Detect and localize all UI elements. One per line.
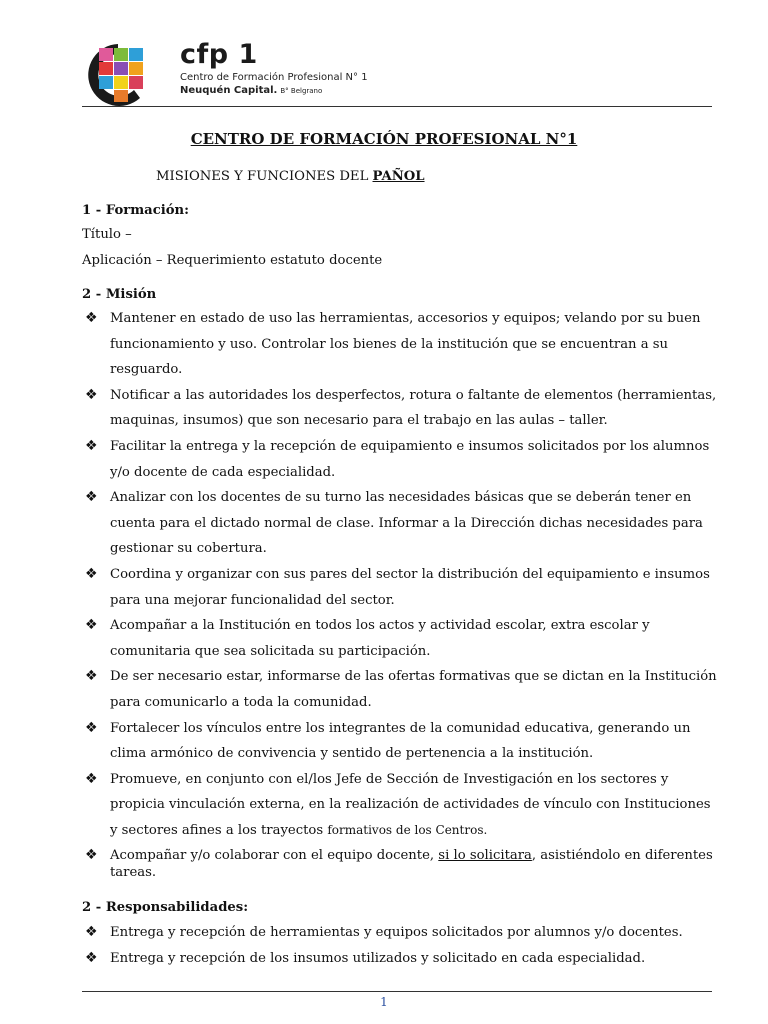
institution-brand: [180, 40, 368, 98]
diamond-bullet-icon: ❖: [85, 770, 98, 787]
diamond-bullet-icon: ❖: [85, 489, 98, 506]
responsabilidades-list: [82, 920, 722, 971]
diamond-bullet-icon: ❖: [85, 719, 98, 736]
section-formacion-heading: 1 - Formación:: [82, 203, 190, 218]
footer-divider: [82, 991, 712, 992]
list-item: ❖ Mantener en estado de uso las herramientas, accesorios y equipos; velando por su buen funcionamiento y uso. Controlar los bienes de la institución que se encuentran a su resguardo.: [82, 306, 722, 383]
section-formacion-titulo: Título –: [82, 227, 132, 242]
diamond-bullet-icon: ❖: [85, 924, 98, 940]
brand-line-2: Neuquén Capital. B° Belgrano: [180, 85, 323, 96]
list-item: ❖ Coordina y organizar con sus pares del sector la distribución del equipamiento e insumos para una mejorar funcionalidad del sector.: [82, 562, 722, 613]
list-item: ❖ Acompañar a la Institución en todos los actos y actividad escolar, extra escolar y comunitaria que sea solicitada su participación.: [82, 613, 722, 664]
diamond-bullet-icon: ❖: [85, 949, 98, 966]
diamond-bullet-icon: ❖: [85, 437, 98, 454]
diamond-bullet-icon: ❖: [85, 310, 98, 326]
list-item: ❖ Fortalecer los vínculos entre los integrantes de la comunidad educativa, generando un clima armónico de convivencia y sentido de pertenencia a la institución.: [82, 716, 722, 767]
diamond-bullet-icon: ❖: [85, 847, 98, 864]
list-item: ❖ Facilitar la entrega y la recepción de equipamiento e insumos solicitados por los alumnos y/o docente de cada especialidad.: [82, 434, 722, 485]
letterhead: [82, 40, 712, 107]
brand-line-1: Centro de Formación Profesional N° 1: [180, 72, 368, 83]
cfp-logo-icon: [82, 42, 154, 106]
section-mision-heading: 2 - Misión: [82, 287, 157, 302]
section-responsabilidades-heading: 2 - Responsabilidades:: [82, 900, 249, 915]
diamond-bullet-icon: ❖: [85, 565, 98, 582]
list-item: ❖ De ser necesario estar, informarse de las ofertas formativas que se dictan en la Institución para comunicarlo a toda la comunidad.: [82, 664, 722, 715]
header-divider: [82, 106, 712, 107]
list-item: ❖ Entrega y recepción de los insumos utilizados y solicitado en cada especialidad.: [82, 946, 722, 972]
list-item: ❖ Analizar con los docentes de su turno las necesidades básicas que se deberán tener en cuenta para el dictado normal de clase. Informar a la Dirección dichas necesidades para gestionar su cobertura.: [82, 485, 722, 562]
document-title: CENTRO DE FORMACIÓN PROFESIONAL N°1: [190, 130, 578, 148]
brand-name: cfp 1: [180, 39, 258, 70]
diamond-bullet-icon: ❖: [85, 668, 98, 685]
mision-list: [82, 306, 722, 885]
document-subtitle: MISIONES Y FUNCIONES DEL PAÑOL: [156, 169, 425, 184]
list-item: ❖ Entrega y recepción de herramientas y equipos solicitados por alumnos y/o docentes.: [82, 920, 722, 946]
list-item: ❖ Acompañar y/o colaborar con el equipo docente, si lo solicitara, asistiéndolo en diferentes tareas.: [85, 847, 713, 881]
diamond-bullet-icon: ❖: [85, 617, 98, 634]
diamond-bullet-icon: ❖: [85, 386, 98, 403]
section-formacion-aplicacion: Aplicación – Requerimiento estatuto docente: [82, 253, 383, 268]
page-number: 1: [380, 995, 388, 1009]
list-item: ❖ Promueve, en conjunto con el/los Jefe de Sección de Investigación en los sectores y propicia vinculación externa, en la realización de actividades de vínculo con Instituciones y sectores afines a los trayectos formativos de los Centros.: [82, 767, 722, 844]
list-item: ❖ Notificar a las autoridades los desperfectos, rotura o faltante de elementos (herramientas, maquinas, insumos) que son necesario para el trabajo en las aulas – taller.: [82, 383, 722, 434]
